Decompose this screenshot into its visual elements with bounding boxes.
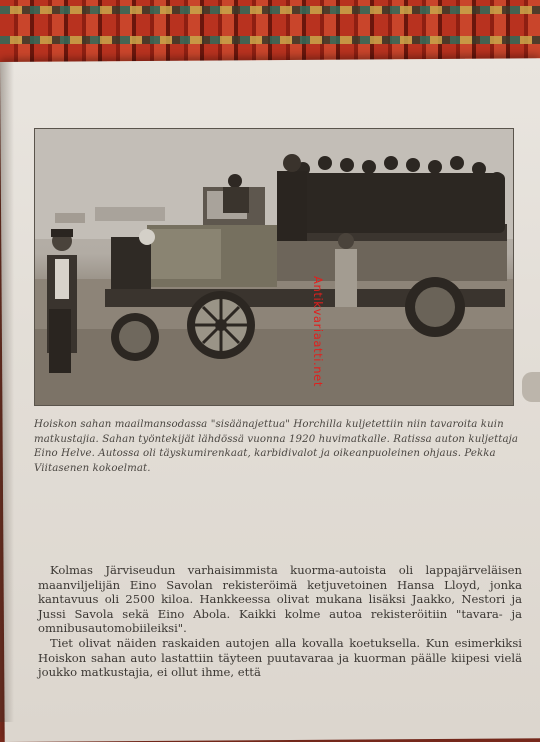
photo-caption: Hoiskon sahan maailmansodassa "sisäänajettua" Horchilla kuljetettiin niin tavaroita kuin matkustajia. Sahan työntekijät lähdössä vuonna 1920 huvimatkalle. Ratissa auton kuljettaja Eino Helve. Autossa oli täyskumirenkaat, karbidivalot ja oikeanpuoleinen ohjaus. Pekka Viitasenen kokoelmat. [34,419,519,474]
paragraph: Kolmas Järviseudun varhaisimmista kuorma-autoista oli lappajärveläisen maanviljelijän Eino Savolan rekisteröimä ketjuvetoinen Hansa Lloyd, jonka kantavuus oli 2500 kiloa. Hankkeessa olivat mukana lisäksi Jaakko, Nestori ja Jussi Savola sekä Eino Abola. Kaikki kolme autoa rekisteröitiin "tavara- ja omnibusautomobiileiksi". [38,563,522,636]
watermark: Antikvariaatti.net [311,276,325,387]
historic-photo-truck [34,128,514,406]
body-text [38,563,522,680]
photo-illustration [35,129,513,405]
fabric-band [0,36,540,44]
fabric-band [0,6,540,14]
page-gutter-shadow [0,62,14,722]
paragraph: Tiet olivat näiden raskaiden autojen alla kovalla koetuksella. Kun esimerkiksi Hoiskon sahan auto lastattiin täyteen puutavaraa ja kuorman päälle kiipesi vielä joukko matkustajia, ei ollut ihme, että [38,635,522,680]
page-edge-tab [522,372,540,402]
